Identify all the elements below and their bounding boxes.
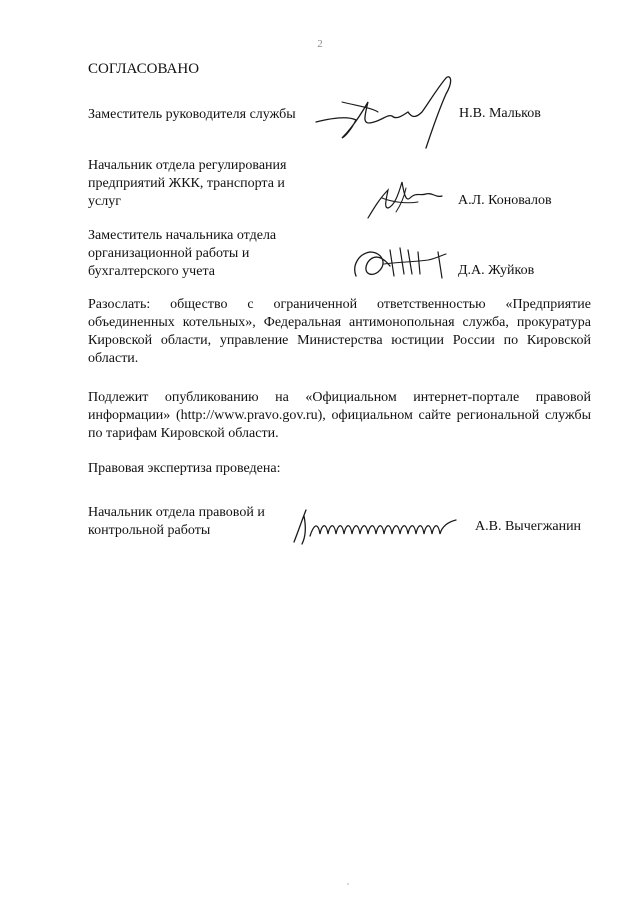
approval-heading: СОГЛАСОВАНО — [88, 61, 200, 77]
distribution-paragraph: Разослать: общество с ограниченной ответственностью «Предприятие объединенных котельных», Федеральная антимонопольная служба, прокуратура Кировской области, управление Министерства юстиции России по Кировской области. — [88, 297, 591, 366]
approver-name-malkov: Н.В. Мальков — [459, 106, 541, 121]
signature-zhuykov — [348, 242, 453, 282]
approver-role-accounting-deputy: Заместитель начальника отдела организационной работы и бухгалтерского учета — [88, 228, 277, 279]
approver-name-konovalov: А.Л. Коновалов — [458, 193, 552, 208]
approver-name-zhuykov: Д.А. Жуйков — [458, 263, 535, 278]
approver-role-utilities-head: Начальник отдела регулирования предприятий ЖКК, транспорта и услуг — [88, 158, 287, 209]
legal-signatory-role: Начальник отдела правовой и контрольной работы — [88, 505, 265, 538]
legal-signatory-name: А.В. Вычегжанин — [475, 519, 582, 534]
scan-speck — [347, 883, 349, 885]
legal-review-text: Правовая экспертиза проведена: — [88, 461, 281, 476]
page-number: 2 — [317, 38, 323, 50]
approver-role-deputy-head: Заместитель руководителя службы — [88, 107, 296, 122]
publication-paragraph: Подлежит опубликованию на «Официальном интернет-портале правовой информации» (http://www.pravo.gov.ru), официальном сайте региональной службы по тарифам Кировской области. — [88, 390, 591, 441]
signature-vychegzhanin — [290, 506, 465, 546]
signature-konovalov — [362, 168, 452, 223]
signature-malkov — [312, 72, 462, 152]
